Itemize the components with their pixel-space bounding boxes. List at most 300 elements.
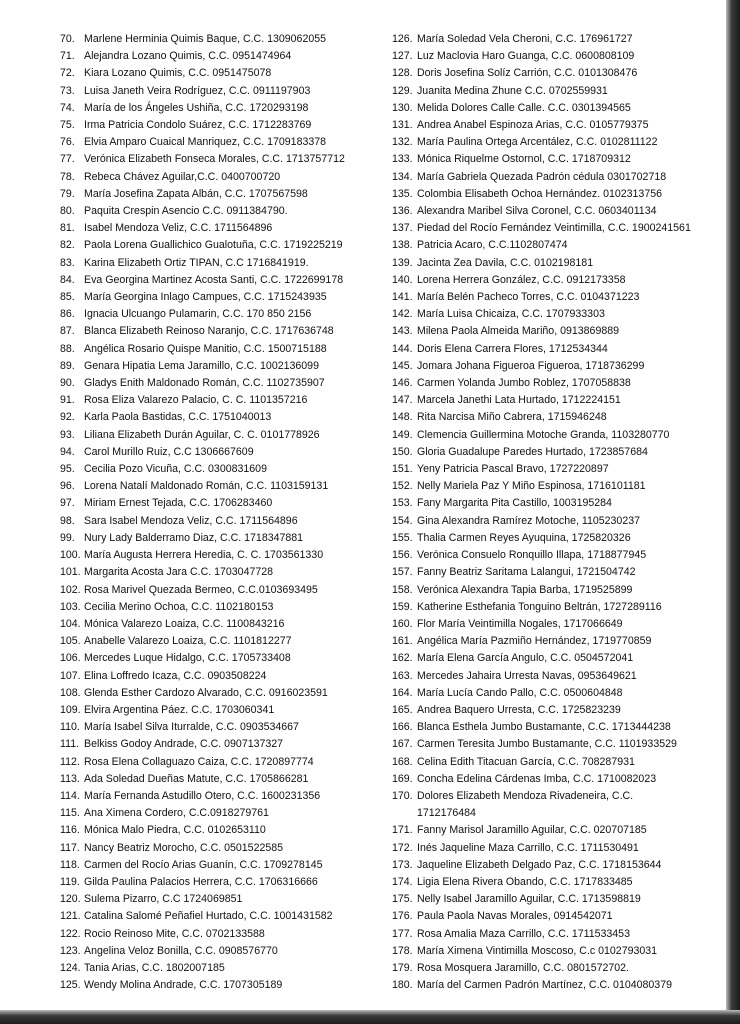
list-item bbox=[60, 495, 380, 512]
item-number: 167. bbox=[392, 738, 413, 751]
list-item bbox=[392, 289, 726, 306]
item-text: Irma Patricia Condolo Suárez, C.C. 1712283769 bbox=[84, 119, 312, 132]
list-item bbox=[60, 943, 380, 960]
list-item bbox=[60, 306, 380, 323]
item-number: 91. bbox=[60, 394, 75, 407]
item-number: 105. bbox=[60, 635, 81, 648]
item-number: 101. bbox=[60, 566, 81, 579]
item-text: Concha Edelina Cárdenas Imba, C.C. 1710082023 bbox=[417, 772, 657, 785]
item-number: 156. bbox=[392, 549, 413, 562]
list-item bbox=[392, 495, 726, 512]
list-item bbox=[60, 719, 380, 736]
list-item bbox=[392, 926, 726, 943]
item-text: Luisa Janeth Veira Rodríguez, C.C. 0911197903 bbox=[84, 84, 311, 97]
item-text: María Belén Pacheco Torres, C.C. 0104371223 bbox=[417, 291, 640, 304]
list-item bbox=[392, 754, 726, 771]
item-text: Paquita Crespin Asencio C.C. 0911384790. bbox=[84, 205, 288, 218]
item-number: 148. bbox=[392, 411, 413, 424]
item-number: 112. bbox=[60, 755, 80, 768]
item-text: Anabelle Valarezo Loaiza, C.C. 1101812277 bbox=[84, 635, 292, 648]
list-item bbox=[392, 237, 726, 254]
item-number: 89. bbox=[60, 359, 75, 372]
item-text: Catalina Salomé Peñafiel Hurtado, C.C. 1001431582 bbox=[84, 910, 333, 923]
list-item bbox=[60, 616, 380, 633]
list-item bbox=[392, 599, 726, 616]
list-item bbox=[60, 908, 380, 925]
list-item bbox=[392, 874, 726, 891]
list-item bbox=[392, 151, 726, 168]
list-item bbox=[392, 478, 726, 495]
item-text: Fanny Marisol Jaramillo Aguilar, C.C. 020707185 bbox=[417, 824, 647, 837]
list-item bbox=[392, 427, 726, 444]
item-text: Ada Soledad Dueñas Matute, C.C. 1705866281 bbox=[84, 772, 309, 785]
list-item bbox=[392, 719, 726, 736]
list-item bbox=[60, 840, 380, 857]
list-item bbox=[60, 685, 380, 702]
list-item bbox=[60, 151, 380, 168]
item-text: Nelly Isabel Jaramillo Aguilar, C.C. 1713598819 bbox=[417, 893, 641, 906]
item-number: 180. bbox=[392, 979, 413, 992]
item-text: María Ximena Vintimilla Moscoso, C.c 0102793031 bbox=[417, 944, 658, 957]
item-number: 171. bbox=[392, 824, 413, 837]
item-text: María Gabriela Quezada Padrón cédula 0301702718 bbox=[417, 170, 667, 183]
item-number: 79. bbox=[60, 187, 75, 200]
list-item bbox=[392, 530, 726, 547]
list-item bbox=[392, 547, 726, 564]
item-text: Jaqueline Elizabeth Delgado Paz, C.C. 1718153644 bbox=[417, 858, 662, 871]
item-text: Mónica Riquelme Ostornol, C.C. 1718709312 bbox=[417, 153, 631, 166]
item-number: 104. bbox=[60, 617, 81, 630]
item-number: 122. bbox=[60, 927, 81, 940]
list-item bbox=[392, 392, 726, 409]
list-item bbox=[392, 444, 726, 461]
list-item bbox=[392, 186, 726, 203]
item-number: 155. bbox=[392, 531, 413, 544]
signatory-list-right bbox=[392, 31, 726, 994]
list-item bbox=[392, 65, 726, 82]
item-text: Carol Murillo Ruiz, C.C 1306667609 bbox=[84, 445, 254, 458]
item-text: Andrea Anabel Espinoza Arias, C.C. 0105779375 bbox=[417, 119, 649, 132]
list-item bbox=[392, 461, 726, 478]
item-number: 82. bbox=[60, 239, 75, 252]
item-number: 126. bbox=[392, 33, 413, 45]
list-item bbox=[60, 186, 380, 203]
item-number: 90. bbox=[60, 377, 75, 390]
item-number: 77. bbox=[60, 153, 75, 166]
item-number: 161. bbox=[392, 635, 413, 648]
item-text: Celina Edith Titacuan García, C.C. 708287931 bbox=[417, 755, 635, 768]
item-number: 132. bbox=[392, 136, 413, 149]
item-text: María de los Ángeles Ushiña, C.C. 1720293198 bbox=[84, 101, 309, 114]
item-number: 147. bbox=[392, 394, 413, 407]
item-number: 75. bbox=[60, 119, 75, 132]
list-item bbox=[60, 977, 380, 994]
item-number: 74. bbox=[60, 101, 75, 114]
item-number: 129. bbox=[392, 84, 413, 97]
item-text: Carmen Teresita Jumbo Bustamante, C.C. 1101933529 bbox=[417, 738, 677, 751]
item-text: Luz Maclovia Haro Guanga, C.C. 0600808109 bbox=[417, 50, 635, 63]
item-number: 128. bbox=[392, 67, 413, 80]
list-item bbox=[60, 788, 380, 805]
item-text: María Fernanda Astudillo Otero, C.C. 1600231356 bbox=[84, 789, 321, 802]
list-item bbox=[60, 582, 380, 599]
item-text: Carmen Yolanda Jumbo Roblez, 1707058838 bbox=[417, 377, 631, 390]
list-item bbox=[60, 134, 380, 151]
item-text: María Josefina Zapata Albán, C.C. 1707567598 bbox=[84, 187, 308, 200]
item-number: 80. bbox=[60, 205, 75, 218]
item-number: 174. bbox=[392, 875, 413, 888]
item-text: Gilda Paulina Palacios Herrera, C.C. 1706316666 bbox=[84, 875, 318, 888]
item-text: María del Carmen Padrón Martínez, C.C. 0104080379 bbox=[417, 979, 672, 992]
list-item bbox=[392, 169, 726, 186]
item-number: 118. bbox=[60, 858, 80, 871]
item-text: Verónica Alexandra Tapia Barba, 1719525899 bbox=[417, 583, 633, 596]
list-item bbox=[60, 754, 380, 771]
item-text: María Luisa Chicaiza, C.C. 1707933303 bbox=[417, 308, 605, 321]
list-item bbox=[392, 736, 726, 753]
list-item bbox=[60, 822, 380, 839]
list-item bbox=[60, 220, 380, 237]
item-text: Alexandra Maribel Silva Coronel, C.C. 0603401134 bbox=[417, 205, 657, 218]
item-number: 115. bbox=[60, 807, 80, 820]
item-number: 162. bbox=[392, 652, 413, 665]
item-number: 127. bbox=[392, 50, 413, 63]
item-number: 94. bbox=[60, 445, 75, 458]
list-item bbox=[392, 891, 726, 908]
list-item bbox=[392, 134, 726, 151]
item-text: Cecilia Pozo Vicuña, C.C. 0300831609 bbox=[84, 463, 267, 476]
item-text: Lorena Herrera González, C.C. 0912173358 bbox=[417, 273, 626, 286]
item-text: Karina Elizabeth Ortiz TIPAN, C.C 1716841919. bbox=[84, 256, 309, 269]
list-item bbox=[60, 960, 380, 977]
item-number: 95. bbox=[60, 463, 75, 476]
item-text: Doris Elena Carrera Flores, 1712534344 bbox=[417, 342, 608, 355]
item-text: Rosa Marivel Quezada Bermeo, C.C.0103693495 bbox=[84, 583, 318, 596]
item-number: 107. bbox=[60, 669, 81, 682]
item-number: 102. bbox=[60, 583, 81, 596]
item-number: 179. bbox=[392, 961, 413, 974]
item-text: Inés Jaqueline Maza Carrillo, C.C. 1711530491 bbox=[417, 841, 639, 854]
item-number: 176. bbox=[392, 910, 413, 923]
list-item bbox=[60, 444, 380, 461]
item-text: Miriam Ernest Tejada, C.C. 1706283460 bbox=[84, 497, 273, 510]
item-number: 125. bbox=[60, 979, 81, 992]
list-item bbox=[60, 65, 380, 82]
item-number: 76. bbox=[60, 136, 75, 149]
item-text: Ignacia Ulcuango Pulamarin, C.C. 170 850 2156 bbox=[84, 308, 312, 321]
item-number: 169. bbox=[392, 772, 413, 785]
item-text: Patricia Acaro, C.C.1102807474 bbox=[417, 239, 568, 252]
item-text: Belkiss Godoy Andrade, C.C. 0907137327 bbox=[84, 738, 284, 751]
item-text: Carmen del Rocío Arias Guanín, C.C. 1709278145 bbox=[84, 858, 323, 871]
signatory-list-left bbox=[60, 31, 380, 994]
item-text: Rosa Eliza Valarezo Palacio, C. C. 1101357216 bbox=[84, 394, 308, 407]
item-number: 153. bbox=[392, 497, 413, 510]
item-text: Jacinta Zea Davila, C.C. 0102198181 bbox=[417, 256, 594, 269]
list-item bbox=[392, 771, 726, 788]
item-number: 86. bbox=[60, 308, 75, 321]
item-text: Alejandra Lozano Quimis, C.C. 0951474964 bbox=[84, 50, 292, 63]
item-number: 173. bbox=[392, 858, 413, 871]
list-item bbox=[60, 323, 380, 340]
photo-edge-bottom bbox=[0, 1010, 740, 1024]
item-number: 103. bbox=[60, 600, 81, 613]
list-item bbox=[60, 169, 380, 186]
list-item bbox=[392, 100, 726, 117]
item-number: 119. bbox=[60, 875, 80, 888]
list-item bbox=[392, 117, 726, 134]
list-item bbox=[60, 237, 380, 254]
item-number: 168. bbox=[392, 755, 413, 768]
list-item bbox=[392, 564, 726, 581]
item-text: María Elena García Angulo, C.C. 0504572041 bbox=[417, 652, 634, 665]
list-item bbox=[392, 650, 726, 667]
item-text: Andrea Baquero Urresta, C.C. 1725823239 bbox=[417, 703, 621, 716]
item-number: 97. bbox=[60, 497, 75, 510]
item-text: Genara Hipatia Lema Jaramillo, C.C. 1002136099 bbox=[84, 359, 319, 372]
item-text: Lorena Natalí Maldonado Román, C.C. 1103159131 bbox=[84, 480, 329, 493]
list-item bbox=[392, 582, 726, 599]
item-number: 157. bbox=[392, 566, 413, 579]
item-text: Margarita Acosta Jara C.C. 1703047728 bbox=[84, 566, 274, 579]
list-item bbox=[60, 513, 380, 530]
item-number: 136. bbox=[392, 205, 413, 218]
list-item bbox=[60, 599, 380, 616]
item-number: 166. bbox=[392, 721, 413, 734]
item-number: 92. bbox=[60, 411, 75, 424]
item-text: Tania Arias, C.C. 1802007185 bbox=[84, 961, 225, 974]
item-number: 172. bbox=[392, 841, 413, 854]
list-item bbox=[60, 736, 380, 753]
item-number: 83. bbox=[60, 256, 75, 269]
item-text: Colombia Elisabeth Ochoa Hernández. 0102313756 bbox=[417, 187, 663, 200]
item-number: 163. bbox=[392, 669, 413, 682]
list-item bbox=[392, 220, 726, 237]
item-number: 99. bbox=[60, 531, 75, 544]
item-number: 178. bbox=[392, 944, 413, 957]
list-item bbox=[392, 702, 726, 719]
item-text: Mercedes Luque Hidalgo, C.C. 1705733408 bbox=[84, 652, 291, 665]
item-number: 100. bbox=[60, 549, 81, 562]
item-text: María Paulina Ortega Arcentález, C.C. 0102811122 bbox=[417, 136, 658, 149]
list-item bbox=[60, 341, 380, 358]
item-number: 114. bbox=[60, 789, 80, 802]
list-item bbox=[60, 857, 380, 874]
item-text: Nury Lady Balderramo Diaz, C.C. 1718347881 bbox=[84, 531, 304, 544]
item-number: 151. bbox=[392, 463, 413, 476]
list-item bbox=[60, 805, 380, 822]
item-number: 160. bbox=[392, 617, 413, 630]
item-text: Sara Isabel Mendoza Veliz, C.C. 1711564896 bbox=[84, 514, 298, 527]
list-item bbox=[60, 633, 380, 650]
list-item bbox=[60, 255, 380, 272]
item-text: Blanca Esthela Jumbo Bustamante, C.C. 1713444238 bbox=[417, 721, 671, 734]
item-text: Elina Loffredo Icaza, C.C. 0903508224 bbox=[84, 669, 267, 682]
list-item bbox=[392, 840, 726, 857]
item-text: Karla Paola Bastidas, C.C. 1751040013 bbox=[84, 411, 272, 424]
item-text: Gloria Guadalupe Paredes Hurtado, 1723857684 bbox=[417, 445, 648, 458]
list-item bbox=[60, 547, 380, 564]
item-text: Mercedes Jahaira Urresta Navas, 0953649621 bbox=[417, 669, 637, 682]
list-item bbox=[392, 943, 726, 960]
photo-edge-right bbox=[726, 0, 740, 1024]
item-text: María Isabel Silva Iturralde, C.C. 0903534667 bbox=[84, 721, 299, 734]
list-item bbox=[60, 461, 380, 478]
item-number: 85. bbox=[60, 291, 75, 304]
item-number: 70. bbox=[60, 33, 75, 45]
item-number: 170. bbox=[392, 789, 413, 802]
item-number: 124. bbox=[60, 961, 81, 974]
item-text: Blanca Elizabeth Reinoso Naranjo, C.C. 1717636748 bbox=[84, 325, 334, 338]
list-item bbox=[60, 564, 380, 581]
item-number: 84. bbox=[60, 273, 75, 286]
list-item bbox=[392, 203, 726, 220]
item-number: 150. bbox=[392, 445, 413, 458]
list-item bbox=[392, 31, 726, 48]
list-item bbox=[60, 891, 380, 908]
item-text: Doris Josefina Solíz Carrión, C.C. 0101308476 bbox=[417, 67, 638, 80]
list-item bbox=[60, 203, 380, 220]
list-item bbox=[392, 857, 726, 874]
list-item bbox=[60, 272, 380, 289]
item-number: 98. bbox=[60, 514, 75, 527]
item-text: Juanita Medina Zhune C.C. 0702559931 bbox=[417, 84, 608, 97]
item-number: 154. bbox=[392, 514, 413, 527]
item-text: María Soledad Vela Cheroni, C.C. 176961727 bbox=[417, 33, 633, 45]
list-item bbox=[392, 788, 726, 822]
item-number: 71. bbox=[60, 50, 75, 63]
item-text: Yeny Patricia Pascal Bravo, 1727220897 bbox=[417, 463, 609, 476]
item-text: Rebeca Chávez Aguilar,C.C. 0400700720 bbox=[84, 170, 281, 183]
list-item bbox=[60, 392, 380, 409]
list-item bbox=[60, 48, 380, 65]
item-number: 72. bbox=[60, 67, 75, 80]
item-text: Flor María Veintimilla Nogales, 1717066649 bbox=[417, 617, 623, 630]
item-text: María Augusta Herrera Heredia, C. C. 1703561330 bbox=[84, 549, 324, 562]
item-number: 88. bbox=[60, 342, 75, 355]
list-item bbox=[392, 272, 726, 289]
item-number: 164. bbox=[392, 686, 413, 699]
item-text: Verónica Consuelo Ronquillo Illapa, 1718877945 bbox=[417, 549, 647, 562]
item-text: Clemencia Guillermina Motoche Granda, 1103280770 bbox=[417, 428, 670, 441]
item-text: Angélica Rosario Quispe Manitio, C.C. 1500715188 bbox=[84, 342, 327, 355]
list-item bbox=[60, 668, 380, 685]
item-text: Elvira Argentina Páez. C.C. 1703060341 bbox=[84, 703, 275, 716]
item-text: Cecilia Merino Ochoa, C.C. 1102180153 bbox=[84, 600, 274, 613]
list-item bbox=[392, 341, 726, 358]
item-number: 140. bbox=[392, 273, 413, 286]
item-number: 110. bbox=[60, 721, 80, 734]
item-number: 81. bbox=[60, 222, 75, 235]
list-item bbox=[392, 323, 726, 340]
item-number: 117. bbox=[60, 841, 80, 854]
item-text: Nelly Mariela Paz Y Miño Espinosa, 1716101181 bbox=[417, 480, 646, 493]
list-item bbox=[60, 117, 380, 134]
item-number: 87. bbox=[60, 325, 75, 338]
item-text: Melida Dolores Calle Calle. C.C. 0301394565 bbox=[417, 101, 631, 114]
item-text: Rosa Amalia Maza Carrillo, C.C. 1711533453 bbox=[417, 927, 630, 940]
item-number: 120. bbox=[60, 893, 81, 906]
item-number: 73. bbox=[60, 84, 75, 97]
item-number: 133. bbox=[392, 153, 413, 166]
item-number: 142. bbox=[392, 308, 413, 321]
item-text: Mónica Malo Piedra, C.C. 0102653110 bbox=[84, 824, 266, 837]
item-number: 135. bbox=[392, 187, 413, 200]
list-item bbox=[392, 668, 726, 685]
item-number: 123. bbox=[60, 944, 81, 957]
item-text: Eva Georgina Martinez Acosta Santi, C.C. 1722699178 bbox=[84, 273, 344, 286]
list-item bbox=[392, 255, 726, 272]
list-item bbox=[60, 650, 380, 667]
item-text: Glenda Esther Cardozo Alvarado, C.C. 0916023591 bbox=[84, 686, 328, 699]
item-text: Piedad del Rocío Fernández Veintimilla, C.C. 1900241561 bbox=[417, 222, 691, 235]
item-text: Nancy Beatriz Morocho, C.C. 0501522585 bbox=[84, 841, 284, 854]
item-text: Ana Ximena Cordero, C.C.0918279761 bbox=[84, 807, 269, 820]
item-text: Sulema Pizarro, C.C 1724069851 bbox=[84, 893, 243, 906]
list-item bbox=[392, 822, 726, 839]
item-number: 134. bbox=[392, 170, 413, 183]
item-number: 137. bbox=[392, 222, 413, 235]
list-item bbox=[60, 289, 380, 306]
list-item bbox=[60, 530, 380, 547]
item-number: 159. bbox=[392, 600, 413, 613]
item-text: Marlene Herminia Quimis Baque, C.C. 1309062055 bbox=[84, 33, 327, 45]
item-text: Rocio Reinoso Mite, C.C. 0702133588 bbox=[84, 927, 265, 940]
item-number: 165. bbox=[392, 703, 413, 716]
item-text: Wendy Molina Andrade, C.C. 1707305189 bbox=[84, 979, 283, 992]
item-text: Dolores Elizabeth Mendoza Rivadeneira, C.C. 1712176484 bbox=[417, 789, 634, 820]
list-item bbox=[392, 83, 726, 100]
list-item bbox=[60, 31, 380, 48]
list-item bbox=[392, 409, 726, 426]
item-number: 78. bbox=[60, 170, 75, 183]
list-item bbox=[392, 513, 726, 530]
item-text: Verónica Elizabeth Fonseca Morales, C.C. 1713757712 bbox=[84, 153, 345, 166]
item-text: Fany Margarita Pita Castillo, 1003195284 bbox=[417, 497, 612, 510]
list-item bbox=[60, 358, 380, 375]
list-item bbox=[392, 977, 726, 994]
item-text: Kiara Lozano Quimis, C.C. 0951475078 bbox=[84, 67, 272, 80]
item-number: 146. bbox=[392, 377, 413, 390]
item-text: Marcela Janethi Lata Hurtado, 1712224151 bbox=[417, 394, 621, 407]
item-number: 106. bbox=[60, 652, 81, 665]
item-text: Elvia Amparo Cuaical Manriquez, C.C. 1709183378 bbox=[84, 136, 327, 149]
item-text: Angelina Veloz Bonilla, C.C. 0908576770 bbox=[84, 944, 278, 957]
list-item bbox=[60, 771, 380, 788]
item-number: 116. bbox=[60, 824, 80, 837]
item-text: Paula Paola Navas Morales, 0914542071 bbox=[417, 910, 613, 923]
item-number: 144. bbox=[392, 342, 413, 355]
list-item bbox=[392, 358, 726, 375]
item-text: Rita Narcisa Miño Cabrera, 1715946248 bbox=[417, 411, 607, 424]
list-item bbox=[392, 375, 726, 392]
item-text: Liliana Elizabeth Durán Aguilar, C. C. 0101778926 bbox=[84, 428, 320, 441]
list-item bbox=[60, 409, 380, 426]
item-text: María Georgina Inlago Campues, C.C. 1715243935 bbox=[84, 291, 327, 304]
item-number: 130. bbox=[392, 101, 413, 114]
item-number: 111. bbox=[60, 738, 80, 751]
list-item bbox=[60, 702, 380, 719]
item-number: 108. bbox=[60, 686, 81, 699]
item-text: Angélica María Pazmiño Hernández, 1719770859 bbox=[417, 635, 652, 648]
item-number: 139. bbox=[392, 256, 413, 269]
item-number: 131. bbox=[392, 119, 413, 132]
item-number: 152. bbox=[392, 480, 413, 493]
item-number: 121. bbox=[60, 910, 81, 923]
item-text: María Lucía Cando Pallo, C.C. 0500604848 bbox=[417, 686, 623, 699]
item-text: Katherine Esthefania Tonguino Beltrán, 1727289116 bbox=[417, 600, 662, 613]
list-item bbox=[60, 83, 380, 100]
